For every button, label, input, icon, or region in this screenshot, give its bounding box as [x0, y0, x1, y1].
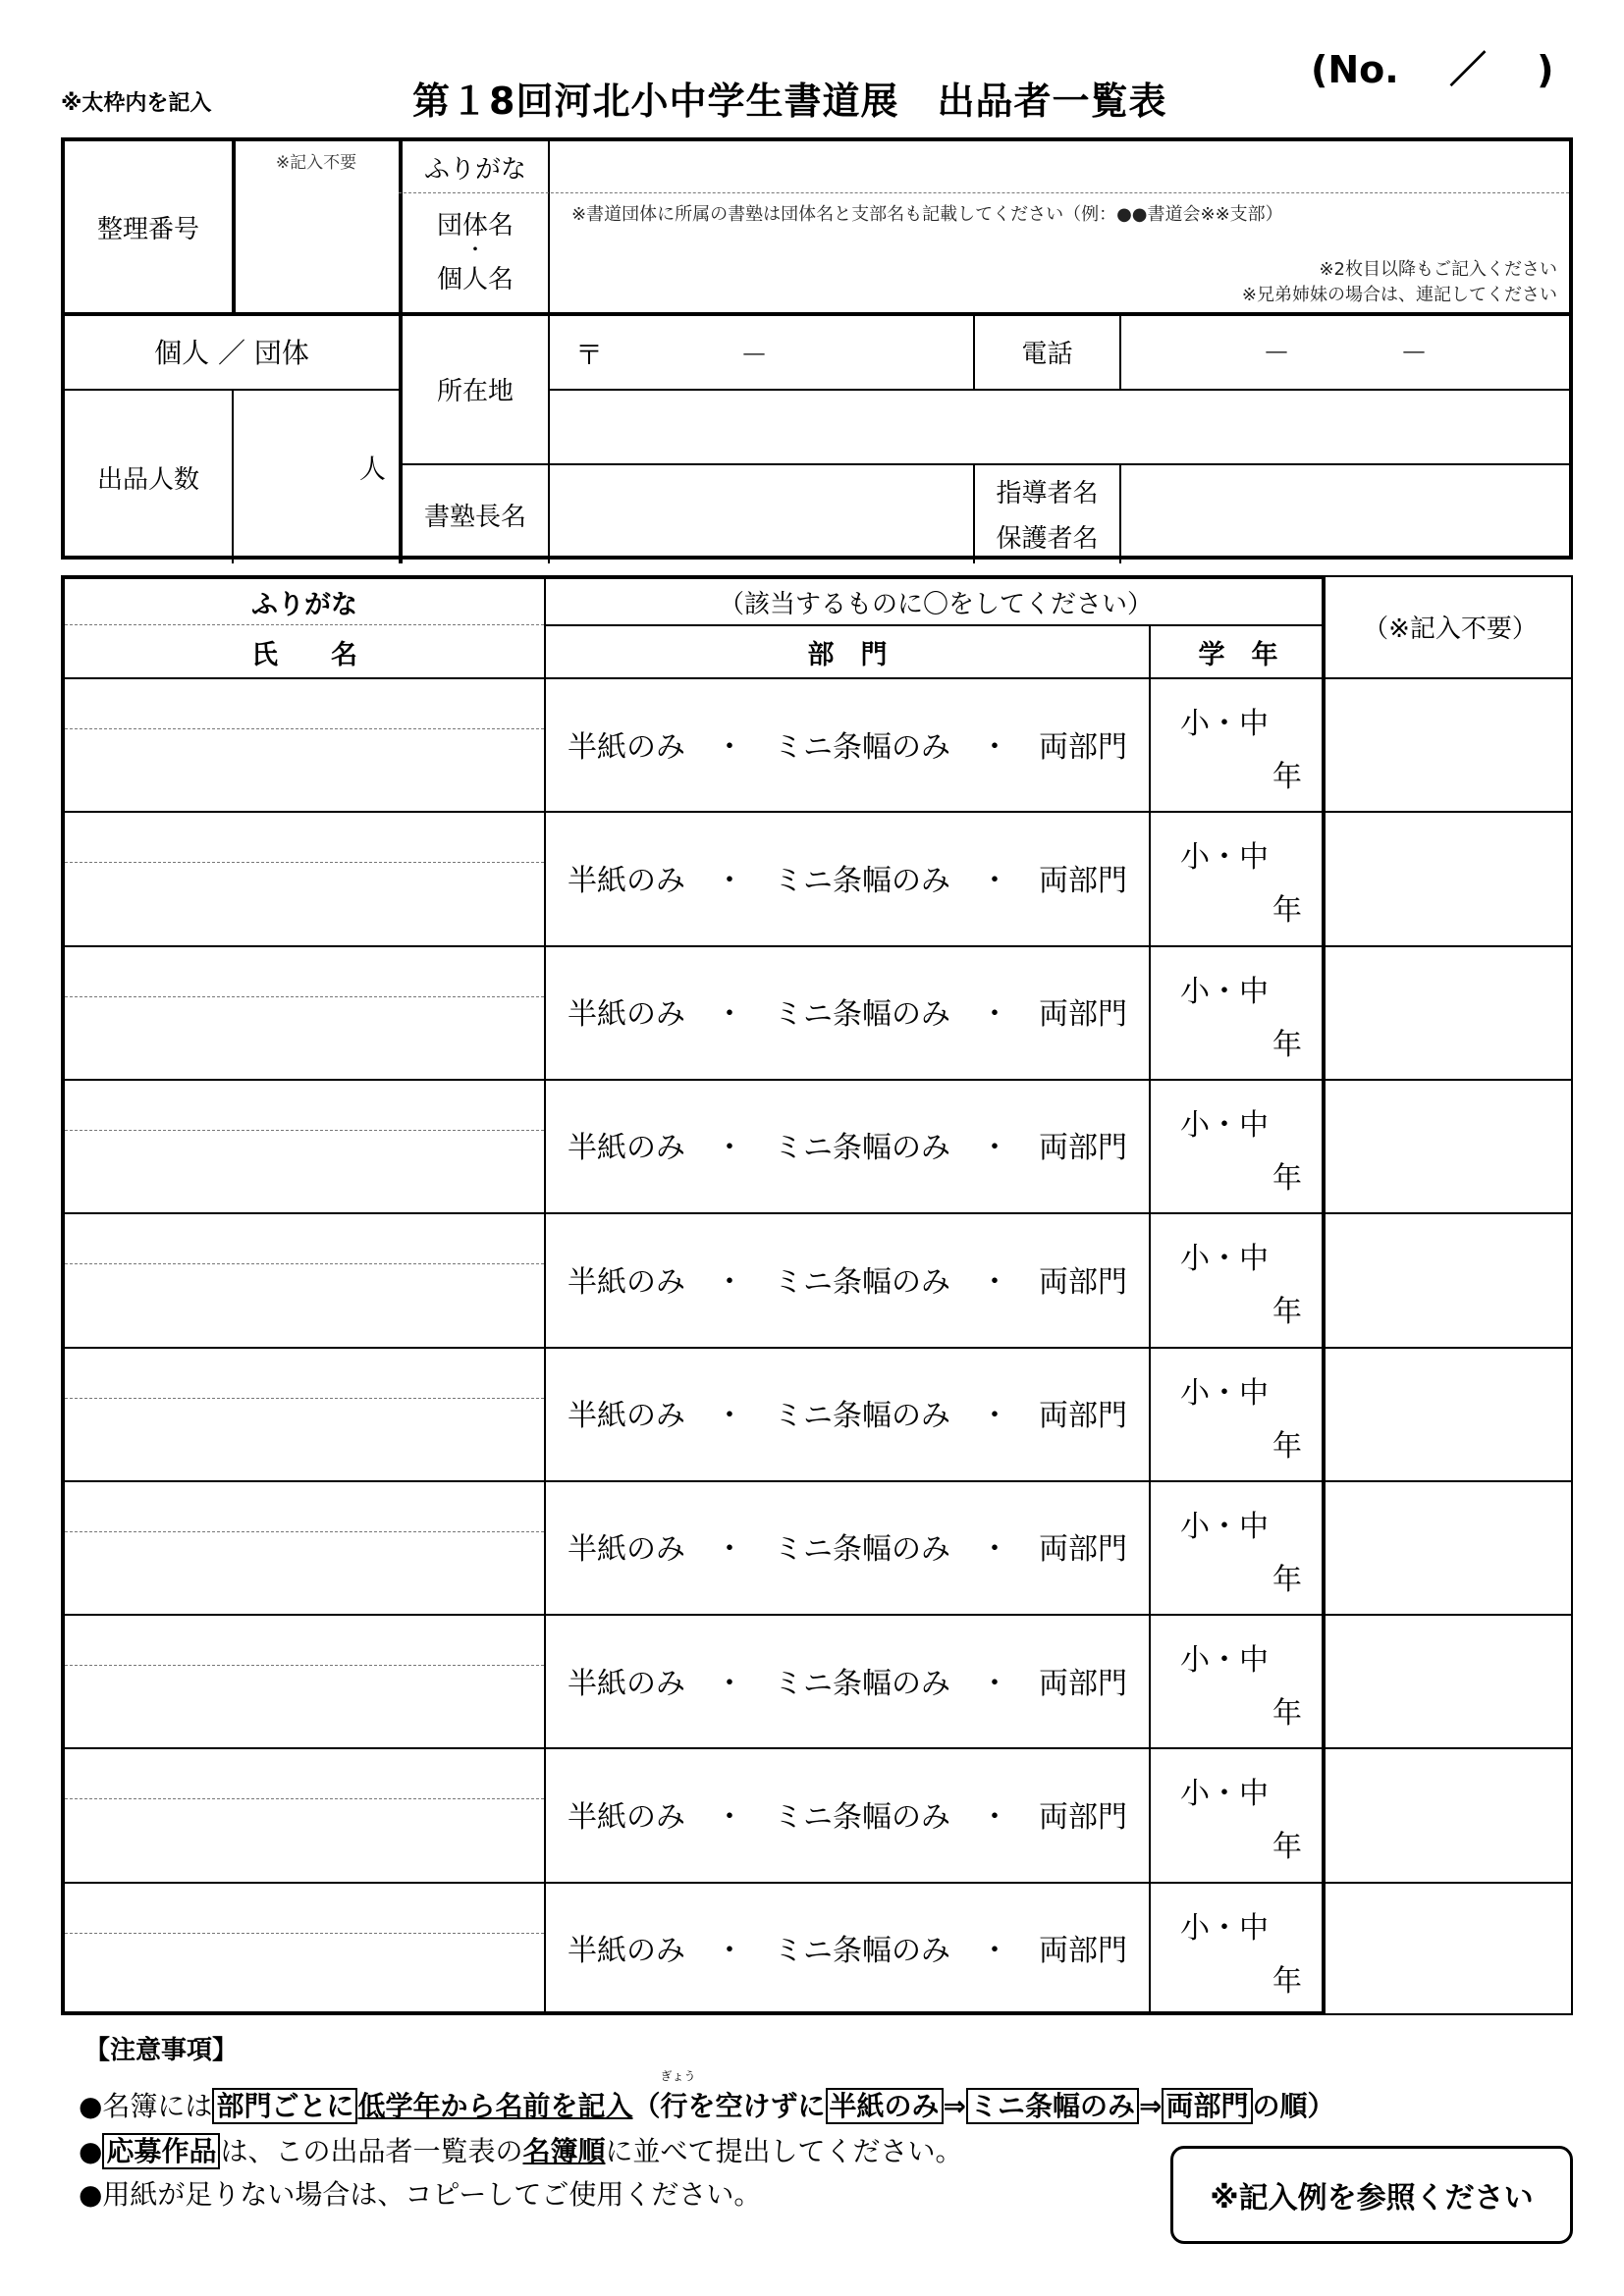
grade-school-options[interactable]: 小・中 [1180, 1242, 1269, 1277]
dept-options[interactable]: 半紙のみ ・ ミニ条幅のみ ・ 両部門 [568, 1934, 1127, 1969]
postal-code-field[interactable] [552, 316, 971, 389]
furigana-label: ふりがな [423, 154, 526, 185]
kojin-label: 個人名 [436, 264, 514, 294]
entrant-row [61, 945, 1573, 1078]
teacher-label: 指導者名 [996, 478, 1099, 508]
grade-school-options[interactable]: 小・中 [1180, 707, 1269, 741]
entrant-row [61, 1614, 1573, 1746]
entrant-row [61, 811, 1573, 943]
dept-options[interactable]: 半紙のみ ・ ミニ条幅のみ ・ 両部門 [568, 863, 1127, 898]
entrant-row [61, 677, 1573, 810]
entrant-row [61, 1480, 1573, 1613]
name-input[interactable] [65, 1400, 544, 1478]
grade-suffix: 年 [1272, 1963, 1302, 1999]
page-title: 第１8回河北小中学生書道展 出品者一覧表 [412, 80, 1167, 123]
name-input[interactable] [65, 1533, 544, 1612]
grade-suffix: 年 [1272, 1295, 1302, 1330]
applicant-info-table [61, 137, 1573, 560]
furigana-field[interactable] [550, 141, 1569, 192]
note-1-h: ⇒ [943, 2090, 966, 2122]
note-2 [79, 2130, 963, 2169]
grade-suffix: 年 [1272, 1160, 1302, 1196]
no-entry-cell [1327, 1349, 1573, 1478]
furigana-input[interactable] [65, 1749, 544, 1798]
no-entry-header: （※記入不要） [1363, 614, 1538, 644]
no-entry-cell [1327, 947, 1573, 1077]
furigana-input[interactable] [65, 679, 544, 728]
entrant-count-unit: 人 [359, 454, 386, 485]
dept-options[interactable]: 半紙のみ ・ ミニ条幅のみ ・ 両部門 [568, 997, 1127, 1033]
entrant-row [61, 1079, 1573, 1211]
note-1-b: 部門ごとに [212, 2088, 357, 2124]
grade-header: 学 年 [1198, 639, 1278, 670]
shozaichi-label: 所在地 [436, 376, 514, 406]
dept-options[interactable]: 半紙のみ ・ ミニ条幅のみ ・ 両部門 [568, 1131, 1127, 1166]
guardian-label: 保護者名 [996, 523, 1099, 554]
note-2-c: は、この出品者一覧表の [220, 2135, 523, 2167]
grade-suffix: 年 [1272, 1562, 1302, 1597]
furigana-input[interactable] [65, 1616, 544, 1665]
grade-suffix: 年 [1272, 1027, 1302, 1062]
furigana-input[interactable] [65, 947, 544, 996]
no-entry-cell [1327, 1616, 1573, 1745]
note-1-a: ●名簿には [79, 2090, 213, 2122]
dept-options[interactable]: 半紙のみ ・ ミニ条幅のみ ・ 両部門 [568, 729, 1127, 765]
name-input[interactable] [65, 1265, 544, 1344]
name-input[interactable] [65, 998, 544, 1077]
note-1-k: 両部門 [1162, 2088, 1252, 2124]
name-input[interactable] [65, 730, 544, 809]
furigana-input[interactable] [65, 1081, 544, 1130]
note-2-e: に並べて提出してください。 [605, 2135, 963, 2167]
name-input[interactable] [65, 1132, 544, 1210]
circle-instruction: （該当するものに〇をしてください） [718, 589, 1153, 619]
grade-suffix: 年 [1272, 760, 1302, 794]
name-input[interactable] [65, 864, 544, 942]
name-header: 氏 名 [251, 639, 357, 670]
note-1-j: ⇒ [1139, 2090, 1163, 2122]
note-1-g: 半紙のみ [826, 2088, 944, 2124]
address-field[interactable] [552, 391, 1569, 463]
seiri-number-field[interactable] [234, 171, 399, 312]
note-1-l: の順） [1252, 2090, 1335, 2122]
grade-school-options[interactable]: 小・中 [1180, 974, 1269, 1009]
dantai-label-dot: ・ [465, 237, 485, 261]
note-2-d: 名簿順 [522, 2135, 606, 2167]
postal-dash: － [740, 339, 769, 371]
grade-school-options[interactable]: 小・中 [1180, 1509, 1269, 1544]
entrant-count-label: 出品人数 [96, 464, 199, 495]
furigana-input[interactable] [65, 1214, 544, 1263]
dantai-note: ※書道団体に所属の書塾は団体名と支部名も記載してください（例：●●書道会※※支部） [571, 204, 1283, 225]
furigana-input[interactable] [65, 813, 544, 862]
grade-school-options[interactable]: 小・中 [1180, 1910, 1269, 1946]
grade-suffix: 年 [1272, 1696, 1302, 1732]
juku-head-label: 書塾長名 [423, 502, 526, 532]
fill-instruction: ※太枠内を記入 [61, 91, 212, 116]
note-1-e: 行 [660, 2090, 688, 2122]
dantai-label: 団体名 [436, 210, 514, 240]
furigana-input[interactable] [65, 1482, 544, 1531]
no-entry-cell [1327, 1482, 1573, 1612]
no-entry-cell [1327, 1749, 1573, 1879]
postal-mark: 〒 [575, 339, 604, 371]
name-input[interactable] [65, 1667, 544, 1745]
dept-options[interactable]: 半紙のみ ・ ミニ条幅のみ ・ 両部門 [568, 1799, 1127, 1835]
dantai-note-siblings: ※兄弟姉妹の場合は、連記してください [1241, 285, 1557, 305]
entrant-row [61, 1347, 1573, 1479]
entrant-list-table [61, 575, 1573, 2015]
furigana-header: ふりがな [251, 589, 357, 620]
name-input[interactable] [65, 1935, 544, 2013]
note-1-i: ミニ条幅のみ [966, 2088, 1139, 2124]
dept-header: 部 門 [807, 639, 888, 670]
note-3: ●用紙が足りない場合は、コピーしてご使用ください。 [79, 2178, 762, 2211]
grade-school-options[interactable]: 小・中 [1180, 1107, 1269, 1143]
dantai-note-second-sheet: ※2枚目以降もご記入ください [1319, 259, 1557, 280]
furigana-input[interactable] [65, 1349, 544, 1398]
no-entry-cell [1327, 1884, 1573, 2013]
grade-suffix: 年 [1272, 893, 1302, 929]
grade-school-options[interactable]: 小・中 [1180, 1375, 1269, 1411]
notes-title: 【注意事項】 [84, 2036, 239, 2065]
sheet-number-field[interactable]: (No. ／ ) [1311, 48, 1554, 91]
note-1-c: 低学年から名前を記入 [357, 2090, 633, 2122]
furigana-input[interactable] [65, 1884, 544, 1933]
name-input[interactable] [65, 1800, 544, 1879]
juku-head-field[interactable] [552, 465, 971, 560]
dept-options[interactable]: 半紙のみ ・ ミニ条幅のみ ・ 両部門 [568, 1264, 1127, 1300]
tel-field[interactable]: － － [1262, 337, 1428, 369]
kojin-dantai-choice[interactable]: 個人 ／ 団体 [154, 337, 309, 369]
note-1-d: （ [632, 2090, 661, 2122]
no-entry-cell [1327, 1081, 1573, 1210]
grade-suffix: 年 [1272, 1428, 1302, 1464]
note-1-ruby: ぎょう [660, 2069, 696, 2083]
dept-options[interactable]: 半紙のみ ・ ミニ条幅のみ ・ 両部門 [568, 1666, 1127, 1701]
note-2-a: ● [79, 2135, 103, 2167]
teacher-guardian-field[interactable] [1121, 465, 1569, 560]
dantai-name-field[interactable] [552, 218, 1569, 312]
grade-school-options[interactable]: 小・中 [1180, 840, 1269, 876]
entrant-row [61, 1212, 1573, 1345]
no-entry-note: ※記入不要 [275, 152, 357, 173]
tel-label: 電話 [1021, 339, 1073, 369]
entrant-row [61, 1882, 1573, 2014]
note-2-b: 応募作品 [102, 2133, 220, 2169]
no-entry-cell [1327, 1214, 1573, 1344]
note-1 [79, 2069, 1335, 2124]
entrant-row [61, 1747, 1573, 1880]
grade-school-options[interactable]: 小・中 [1180, 1643, 1269, 1679]
note-1-f: を空けずに [687, 2090, 826, 2122]
dept-options[interactable]: 半紙のみ ・ ミニ条幅のみ ・ 両部門 [568, 1532, 1127, 1568]
no-entry-cell [1327, 679, 1573, 809]
no-entry-cell [1327, 813, 1573, 942]
dept-options[interactable]: 半紙のみ ・ ミニ条幅のみ ・ 両部門 [568, 1399, 1127, 1433]
seiri-number-label: 整理番号 [96, 214, 199, 244]
reference-example-box: ※記入例を参照ください [1170, 2146, 1573, 2244]
grade-suffix: 年 [1272, 1830, 1302, 1865]
grade-school-options[interactable]: 小・中 [1180, 1777, 1269, 1812]
